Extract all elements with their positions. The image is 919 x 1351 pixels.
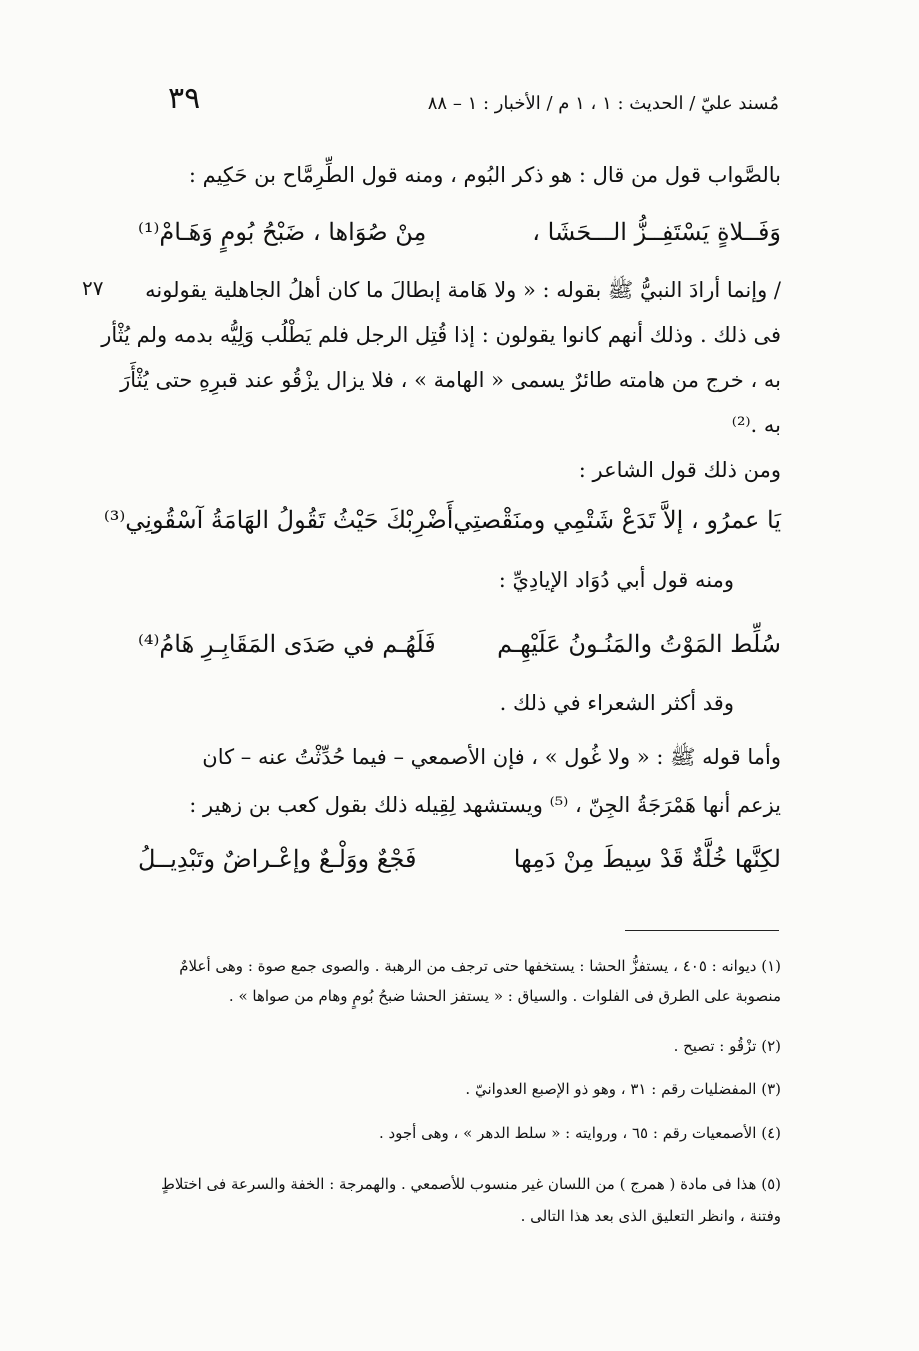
- verse-hemistich-second: فَلَهُـم في صَدَى المَقَابِـرِ هَامُ⁽⁴⁾: [138, 630, 436, 658]
- verse-hemistich-first: لكِنَّها خُلَّةٌ قَدْ سِيطَ مِنْ دَمِها: [513, 845, 781, 873]
- verse-4: [138, 840, 781, 878]
- verse-1: [138, 215, 781, 249]
- footnote-1-continued: منصوبة على الطرق فى الفلوات . والسياق : « يستفز الحشا ضبحُ بُومٍ وهام من صواها » .: [228, 987, 781, 1005]
- page-number: ٣٩: [168, 81, 201, 116]
- body-line: فى ذلك . وذلك أنهم كانوا يقولون : إذا قُتِل الرجل فلم يَطْلُب وَلِيُّه بدمه ولم يُثْأر: [101, 323, 781, 347]
- verse-2: [103, 502, 781, 538]
- footnote-4: (٤) الأصمعيات رقم : ٦٥ ، وروايته : « سلط الدهر » ، وهى أجود .: [378, 1124, 781, 1142]
- body-line: بالصَّواب قول من قال : هو ذكر البُوم ، ومنه قول الطِّرِمَّاح بن حَكِيم :: [188, 163, 781, 187]
- footnote-5-continued: وفتنة ، وانظر التعليق الذى بعد هذا التالى .: [520, 1207, 781, 1225]
- body-line: ومنه قول أبي دُوَاد الإيادِيِّ :: [498, 568, 734, 592]
- footnote-1: (١) ديوانه : ٤٠٥ ، يستفزُّ الحشا : يستخفها حتى ترجف من الرهبة . والصوى جمع صوة : وهى أعلامٌ: [179, 957, 781, 975]
- margin-page-number: ٢٧: [82, 276, 104, 300]
- body-line: وقد أكثر الشعراء في ذلك .: [499, 691, 734, 715]
- body-line: به ، خرج من هامته طائرٌ يسمى « الهامة » ، فلا يزال يزْقُو عند قبرِهِ حتى يُثْأَرَ: [120, 368, 781, 392]
- body-line: وأما قوله ﷺ : « ولا غُول » ، فإن الأصمعي – فيما حُدِّثْتُ عنه – كان: [202, 745, 781, 769]
- footnote-5: (٥) هذا فى مادة ( همرج ) من اللسان غير منسوب للأصمعي . والهمرجة : الخفة والسرعة فى اختلاطٍ: [161, 1175, 781, 1193]
- running-head: مُسند عليّ / الحديث : ١ ، ١ م / الأخبار : ١ – ٨٨: [427, 93, 779, 114]
- verse-hemistich-second: أَضْرِبْكَ حَيْثُ تَقُولُ الهَامَةُ آسْقُونِي⁽³⁾: [103, 506, 454, 534]
- verse-3: [138, 625, 781, 663]
- footnote-3: (٣) المفضليات رقم : ٣١ ، وهو ذو الإصبع العدوانيّ .: [465, 1080, 781, 1098]
- verse-hemistich-first: يَا عمرُو ، إلاَّ تَدَعْ شَتْمِي ومنَقْصتِي: [453, 506, 781, 534]
- body-line: يزعم أنها هَمْرَجَةُ الجِنّ ، ⁽⁵⁾ ويستشهد لِقِيله ذلك بقول كعب بن زهير :: [189, 793, 781, 817]
- verse-hemistich-second: مِنْ صُوَاها ، ضَبْحُ بُومٍ وَهَـامْ⁽¹⁾: [138, 218, 427, 246]
- body-line: ومن ذلك قول الشاعر :: [578, 458, 781, 482]
- verse-hemistich-second: فَجْعٌ ووَلْـعٌ وإعْـراضٌ وتَبْدِيــلُ: [138, 845, 417, 873]
- verse-hemistich-first: سُلِّط المَوْتُ والمَنُـونُ عَلَيْهِـم: [497, 630, 781, 658]
- footnote-2: (٢) تزْقُو : تصيح .: [673, 1037, 781, 1055]
- footnote-separator: [625, 930, 779, 931]
- body-line: / وإنما أرادَ النبيُّ ﷺ بقوله : « ولا هَامة إبطالَ ما كان أهلُ الجاهلية يقولونه: [145, 278, 781, 302]
- body-line: به .⁽²⁾: [731, 413, 781, 437]
- verse-hemistich-first: وَفَــلاةٍ يَسْتَفِــزُّ الـــحَشَا ،: [532, 218, 781, 246]
